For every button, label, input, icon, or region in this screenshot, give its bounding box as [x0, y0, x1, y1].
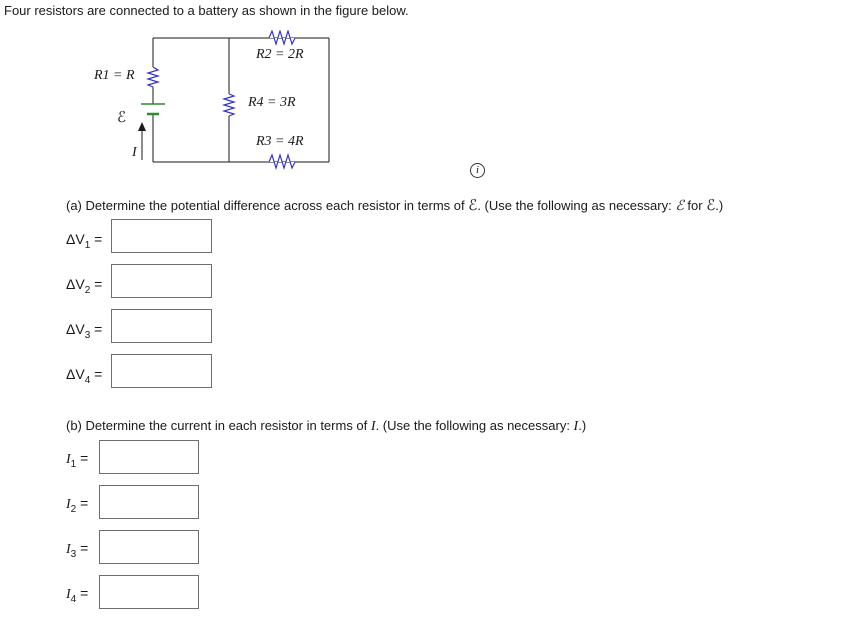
emf-variable: ℰ: [675, 199, 684, 214]
label-r3: R3 = 4R: [256, 134, 304, 149]
i3-label: $I_3$ =: [66, 540, 89, 560]
dv4-label: $\Delta V_4$ =: [66, 366, 103, 386]
part-a-prompt: (a) Determine the potential difference across each resistor in terms of ℰ. (Use the following as necessary: ℰ for ℰ.): [66, 197, 724, 214]
i4-answer-box[interactable]: [99, 575, 199, 609]
dv3-answer-box[interactable]: [111, 309, 212, 343]
label-r1: R1 = R: [94, 68, 135, 83]
dv4-input[interactable]: [112, 355, 211, 387]
info-icon[interactable]: i: [470, 163, 485, 178]
part-b-prompt: (b) Determine the current in each resistor in terms of I. (Use the following as necessary: I.): [66, 418, 587, 434]
i4-label: $I_4$ =: [66, 585, 89, 605]
i2-label: $I_2$ =: [66, 495, 89, 515]
dv2-label: $\Delta V_2$ =: [66, 276, 103, 296]
i2-answer-box[interactable]: [99, 485, 199, 519]
dv2-answer-box[interactable]: [111, 264, 212, 298]
dv4-answer-box[interactable]: [111, 354, 212, 388]
i3-input[interactable]: [100, 531, 198, 563]
resistor-r1: [148, 67, 158, 87]
i2-input[interactable]: [100, 486, 198, 518]
i3-answer-box[interactable]: [99, 530, 199, 564]
resistor-r4: [224, 94, 234, 116]
i1-answer-box[interactable]: [99, 440, 199, 474]
emf-symbol: ℰ: [468, 197, 478, 214]
circuit-figure: [86, 30, 336, 170]
dv1-answer-box[interactable]: [111, 219, 212, 253]
label-current: I: [132, 145, 137, 160]
dv1-input[interactable]: [112, 220, 211, 252]
dv3-label: $\Delta V_3$ =: [66, 321, 103, 341]
problem-statement: Four resistors are connected to a battery as shown in the figure below.: [4, 3, 409, 18]
label-r4: R4 = 3R: [248, 95, 296, 110]
dv2-input[interactable]: [112, 265, 211, 297]
current-symbol: I: [370, 419, 376, 434]
i1-label: $I_1$ =: [66, 450, 89, 470]
label-r2: R2 = 2R: [256, 47, 304, 62]
i1-input[interactable]: [100, 441, 198, 473]
dv3-input[interactable]: [112, 310, 211, 342]
dv1-label: $\Delta V_1$ =: [66, 231, 103, 251]
label-emf: ℰ: [117, 110, 127, 126]
current-arrow-icon: [138, 122, 146, 131]
i4-input[interactable]: [100, 576, 198, 608]
